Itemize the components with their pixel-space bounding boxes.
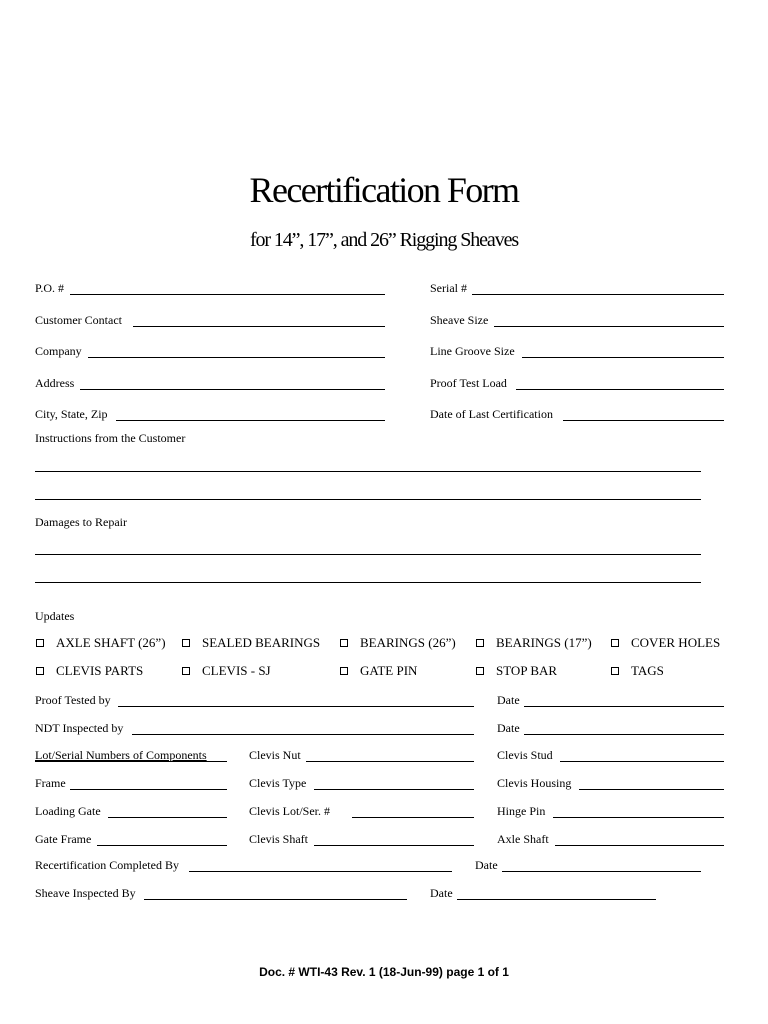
proof-tested-by-label: Proof Tested by — [35, 693, 111, 707]
loading-gate-label: Loading Gate — [35, 804, 101, 818]
update-gate-pin-checkbox[interactable]: GATE PIN — [340, 663, 417, 679]
instructions-line-1[interactable] — [35, 471, 701, 472]
address-field[interactable] — [80, 389, 385, 390]
loading-gate-field[interactable] — [108, 817, 227, 818]
clevis-stud-label: Clevis Stud — [497, 748, 553, 762]
update-bearings-17-checkbox[interactable]: BEARINGS (17”) — [476, 635, 592, 651]
clevis-type-label: Clevis Type — [249, 776, 307, 790]
checkbox-icon — [476, 667, 484, 675]
city-state-zip-field[interactable] — [116, 420, 385, 421]
line-groove-size-field[interactable] — [522, 357, 724, 358]
sheave-inspected-by-label: Sheave Inspected By — [35, 886, 136, 900]
address-label: Address — [35, 376, 75, 390]
instructions-line-2[interactable] — [35, 499, 701, 500]
frame-label: Frame — [35, 776, 66, 790]
checkbox-icon — [340, 639, 348, 647]
sheave-size-field[interactable] — [494, 326, 724, 327]
proof-test-load-field[interactable] — [516, 389, 724, 390]
line-groove-size-label: Line Groove Size — [430, 344, 515, 358]
checkbox-icon — [36, 667, 44, 675]
ndt-date-field[interactable] — [524, 734, 724, 735]
proof-tested-date-field[interactable] — [524, 706, 724, 707]
sheave-date-label: Date — [430, 886, 453, 900]
ndt-date-label: Date — [497, 721, 520, 735]
clevis-stud-field[interactable] — [560, 761, 724, 762]
damages-label: Damages to Repair — [35, 515, 127, 529]
clevis-shaft-field[interactable] — [314, 845, 474, 846]
recert-completed-by-label: Recertification Completed By — [35, 858, 179, 872]
proof-test-load-label: Proof Test Load — [430, 376, 507, 390]
clevis-nut-label: Clevis Nut — [249, 748, 301, 762]
proof-tested-by-field[interactable] — [118, 706, 474, 707]
customer-contact-label: Customer Contact — [35, 313, 122, 327]
form-title: Recertification Form — [249, 170, 519, 210]
clevis-housing-label: Clevis Housing — [497, 776, 572, 790]
clevis-housing-field[interactable] — [579, 789, 724, 790]
clevis-lot-ser-field[interactable] — [352, 817, 474, 818]
gate-frame-field[interactable] — [97, 845, 227, 846]
lot-serial-numbers-underline — [35, 761, 227, 762]
update-clevis-parts-checkbox[interactable]: CLEVIS PARTS — [36, 663, 143, 679]
frame-field[interactable] — [70, 789, 227, 790]
update-bearings-26-checkbox[interactable]: BEARINGS (26”) — [340, 635, 456, 651]
update-cover-holes-checkbox[interactable]: COVER HOLES — [611, 635, 720, 651]
date-last-cert-field[interactable] — [563, 420, 724, 421]
clevis-lot-ser-label: Clevis Lot/Ser. # — [249, 804, 330, 818]
proof-tested-date-label: Date — [497, 693, 520, 707]
date-last-cert-label: Date of Last Certification — [430, 407, 553, 421]
serial-label: Serial # — [430, 281, 467, 295]
damages-line-1[interactable] — [35, 554, 701, 555]
recert-date-field[interactable] — [502, 871, 701, 872]
clevis-shaft-label: Clevis Shaft — [249, 832, 308, 846]
checkbox-icon — [182, 667, 190, 675]
clevis-type-field[interactable] — [314, 789, 474, 790]
axle-shaft-label: Axle Shaft — [497, 832, 549, 846]
document-footer: Doc. # WTI-43 Rev. 1 (18-Jun-99) page 1 of 1 — [259, 965, 509, 979]
checkbox-icon — [476, 639, 484, 647]
update-axle-shaft-checkbox[interactable]: AXLE SHAFT (26”) — [36, 635, 166, 651]
ndt-inspected-by-field[interactable] — [132, 734, 474, 735]
recert-date-label: Date — [475, 858, 498, 872]
checkbox-icon — [340, 667, 348, 675]
update-sealed-bearings-checkbox[interactable]: SEALED BEARINGS — [182, 635, 320, 651]
checkbox-icon — [611, 639, 619, 647]
gate-frame-label: Gate Frame — [35, 832, 92, 846]
po-field[interactable] — [70, 294, 385, 295]
sheave-size-label: Sheave Size — [430, 313, 489, 327]
update-clevis-sj-checkbox[interactable]: CLEVIS - SJ — [182, 663, 271, 679]
update-stop-bar-checkbox[interactable]: STOP BAR — [476, 663, 557, 679]
customer-contact-field[interactable] — [133, 326, 385, 327]
updates-label: Updates — [35, 609, 75, 623]
update-tags-checkbox[interactable]: TAGS — [611, 663, 664, 679]
hinge-pin-label: Hinge Pin — [497, 804, 546, 818]
clevis-nut-field[interactable] — [306, 761, 474, 762]
axle-shaft-field[interactable] — [555, 845, 724, 846]
sheave-inspected-by-field[interactable] — [144, 899, 407, 900]
ndt-inspected-by-label: NDT Inspected by — [35, 721, 124, 735]
checkbox-icon — [611, 667, 619, 675]
city-state-zip-label: City, State, Zip — [35, 407, 108, 421]
po-label: P.O. # — [35, 281, 65, 295]
checkbox-icon — [182, 639, 190, 647]
checkbox-icon — [36, 639, 44, 647]
hinge-pin-field[interactable] — [553, 817, 724, 818]
recert-completed-by-field[interactable] — [189, 871, 452, 872]
sheave-date-field[interactable] — [457, 899, 656, 900]
company-field[interactable] — [88, 357, 385, 358]
serial-field[interactable] — [472, 294, 724, 295]
damages-line-2[interactable] — [35, 582, 701, 583]
instructions-label: Instructions from the Customer — [35, 431, 186, 445]
lot-serial-numbers-label: Lot/Serial Numbers of Components — [35, 748, 207, 762]
form-subtitle: for 14”, 17”, and 26” Rigging Sheaves — [249, 229, 519, 251]
company-label: Company — [35, 344, 82, 358]
